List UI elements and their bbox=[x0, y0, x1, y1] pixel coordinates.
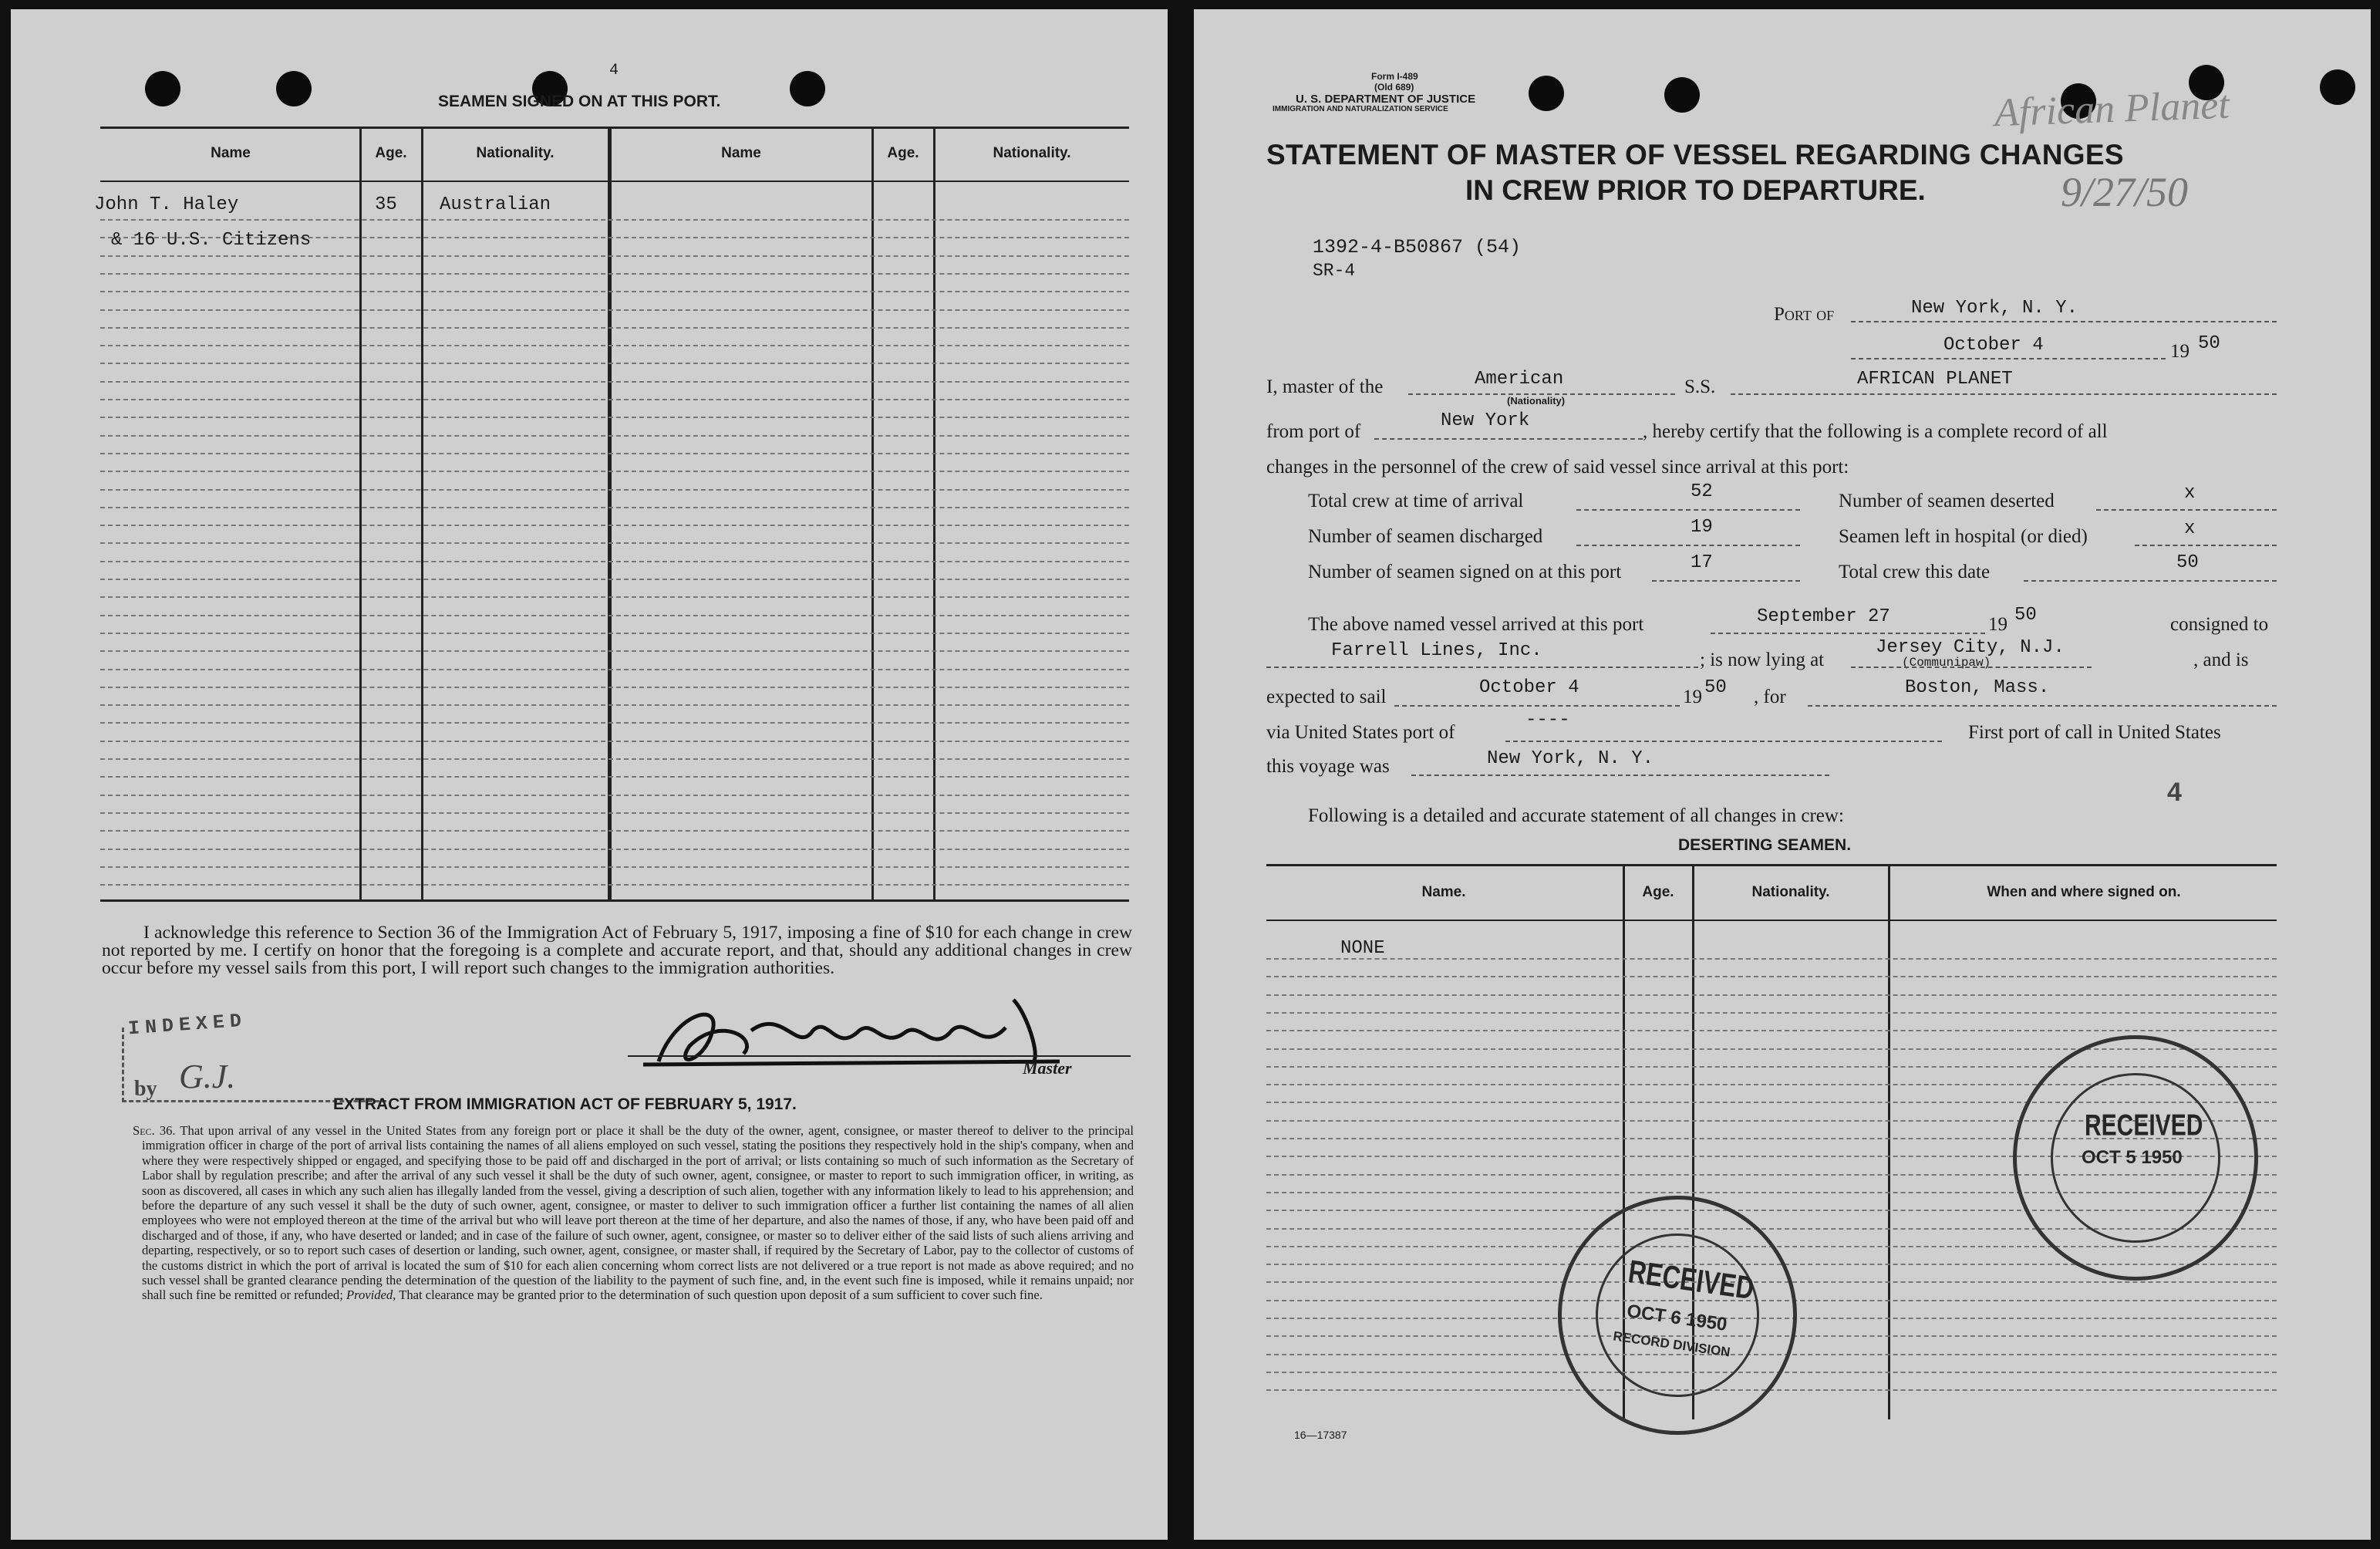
table-bottom-rule bbox=[100, 899, 1129, 902]
col-header-nationality: Nationality. bbox=[1751, 884, 1830, 900]
section-36-text bbox=[133, 1123, 1134, 1303]
footer-code: 16—17387 bbox=[1294, 1429, 1347, 1441]
handwritten-vessel-note: African Planet bbox=[1994, 83, 2230, 136]
table-row-nationality: Australian bbox=[440, 194, 551, 215]
provided-label: Provided, bbox=[346, 1287, 396, 1303]
fill-line bbox=[2096, 509, 2277, 511]
signed-on-value: 17 bbox=[1691, 552, 1713, 573]
col-header-age: Age. bbox=[375, 145, 407, 161]
row-rule bbox=[100, 884, 1129, 886]
fill-line bbox=[1731, 393, 2277, 395]
lying-label: ; is now lying at bbox=[1700, 650, 1825, 670]
nationality-caption: (Nationality) bbox=[1507, 395, 1566, 407]
stamp-word: RECEIVED bbox=[1626, 1253, 1757, 1307]
master-label: Master bbox=[1023, 1058, 1072, 1078]
indexed-box bbox=[122, 1028, 386, 1102]
col-divider bbox=[421, 127, 423, 901]
indexed-stamp: INDEXED bbox=[127, 1009, 248, 1041]
binder-hole bbox=[790, 71, 825, 106]
file-number: 1392-4-B50867 (54) bbox=[1313, 236, 1522, 258]
signed-on-label: Number of seamen signed on at this port bbox=[1308, 562, 1622, 582]
agency-name: U. S. DEPARTMENT OF JUSTICE bbox=[1296, 93, 1476, 106]
certify-text: , hereby certify that the following is a complete record of all bbox=[1643, 421, 2108, 442]
row-rule bbox=[100, 273, 1129, 275]
col-divider bbox=[359, 127, 362, 901]
ss-label: S.S. bbox=[1684, 376, 1716, 397]
row-rule bbox=[100, 650, 1129, 652]
consigned-label: consigned to bbox=[2170, 614, 2269, 635]
received-stamp-oct6 bbox=[1558, 1196, 1797, 1435]
first-port-label: First port of call in United States bbox=[1968, 722, 2221, 743]
arrived-value: September 27 bbox=[1757, 606, 1890, 627]
extract-title: EXTRACT FROM IMMIGRATION ACT OF FEBRUARY 5, 1917. bbox=[333, 1095, 797, 1113]
row-rule bbox=[100, 741, 1129, 742]
binder-hole bbox=[1529, 76, 1564, 111]
binder-hole bbox=[2320, 69, 2355, 105]
deserting-header-rule bbox=[1266, 920, 2277, 921]
row-rule bbox=[100, 345, 1129, 346]
row-rule bbox=[100, 830, 1129, 832]
row-rule bbox=[100, 399, 1129, 400]
sail-year-suffix: 50 bbox=[1704, 677, 1727, 698]
col-header-nationality: Nationality. bbox=[476, 145, 555, 161]
page-number: 4 bbox=[2167, 778, 2182, 807]
changes-text: changes in the personnel of the crew of said vessel since arrival at this port: bbox=[1266, 457, 1849, 478]
row-rule bbox=[100, 849, 1129, 850]
row-rule bbox=[100, 776, 1129, 778]
row-rule bbox=[100, 812, 1129, 814]
expected-label: expected to sail bbox=[1266, 687, 1387, 707]
acknowledgment-text: I acknowledge this reference to Section 36 of the Immigration Act of February 5, 1917, imposing a fine of $10 for each change in crew not reported by me. I certify on honor that the foregoing is a complete and accurate report, and that, should any additional changes in crew occur before my vessel sails from this port, I will report such changes to the immigration authorities. bbox=[102, 923, 1132, 978]
page-marker: 4 bbox=[609, 62, 619, 79]
lying-sub: (Communipaw) bbox=[1902, 656, 1991, 670]
deserted-label: Number of seamen deserted bbox=[1839, 491, 2055, 511]
col-header-age: Age. bbox=[1642, 884, 1674, 900]
voyage-value: New York, N. Y. bbox=[1487, 748, 1654, 769]
date-value: October 4 bbox=[1943, 335, 2044, 356]
binder-hole bbox=[145, 71, 180, 106]
consignee-value: Farrell Lines, Inc. bbox=[1331, 640, 1542, 661]
fill-line bbox=[1374, 438, 1643, 440]
fill-line bbox=[1266, 667, 1698, 668]
row-rule bbox=[100, 417, 1129, 418]
year-prefix: 19 bbox=[2170, 341, 2190, 362]
row-rule bbox=[1266, 994, 2277, 996]
indexed-initials: G.J. bbox=[179, 1058, 236, 1095]
section-body: That upon arrival of any vessel in the United States from any foreign port or place it shall be the duty of the owner, agent, consignee, or master thereof to deliver to the principal immigration officer in charge of the port of arrival lists containing the names of all aliens employed on such vessel, stating the positions they respectively hold in the ship's company, when and where they were respectively shipped or engaged, and specifying those to be paid off and discharged in the port of arrival; or lists containing so much of such information as the Secretary of Labor shall by regulation prescribe; and after the arrival of any such vessel it shall be the duty of such owner, agent, consignee, or master to report to such immigration officer, in writing, as soon as discovered, all cases in which any such alien has illegally landed from the vessel, giving a description of such alien, together with any information likely to lead to his apprehension; and before the departure of any such vessel it shall be the duty of such owner, agent, consignee, or master to deliver to such immigration officer a further list containing the names of all alien employees who were not employed thereon at the time of the arrival but who will leave port thereon at the time of her departure, and also the names of those, if any, who have been paid off and discharged and of those, if any, who have deserted or landed; and in case of the failure of such owner, agent, consignee, or master so to deliver either of the said lists of such aliens arriving and departing, respectively, or so to report such cases of desertion or landing, such owner, agent, consignee, or master shall, if required by the Secretary of Labor, pay to the collector of customs of the customs district in which the port of arrival is located the sum of $10 for each alien concerning whom correct lists are not delivered or a true report is not made as above required; and no such vessel shall be granted clearance pending the determination of the question of the liability to the payment of such fine, and, in the event such fine is imposed, while it remains unpaid; nor shall such fine be remitted or refunded; bbox=[142, 1123, 1134, 1303]
row-rule bbox=[100, 704, 1129, 706]
sail-year-prefix: 19 bbox=[1683, 687, 1702, 707]
col-divider bbox=[933, 127, 935, 901]
row-rule bbox=[1266, 1030, 2277, 1031]
received-stamp-oct5 bbox=[2013, 1035, 2258, 1281]
sail-date-value: October 4 bbox=[1479, 677, 1579, 698]
table-row-name: & 16 U.S. Citizens bbox=[111, 230, 312, 251]
total-crew-date-label: Total crew this date bbox=[1839, 562, 1991, 582]
and-is-label: , and is bbox=[2193, 650, 2249, 670]
vessel-name: AFRICAN PLANET bbox=[1857, 369, 2013, 390]
table-row-name: NONE bbox=[1340, 938, 1385, 959]
col-header-name-2: Name bbox=[721, 145, 761, 161]
fill-line bbox=[1576, 509, 1800, 511]
year-suffix: 50 bbox=[2198, 333, 2220, 354]
row-rule bbox=[100, 507, 1129, 508]
row-rule bbox=[100, 579, 1129, 580]
file-sub: SR-4 bbox=[1313, 261, 1356, 281]
table-row-age: 35 bbox=[375, 194, 397, 215]
arrived-year-suffix: 50 bbox=[2014, 605, 2037, 626]
table-top-rule bbox=[100, 127, 1129, 129]
deserting-heading: DESERTING SEAMEN. bbox=[1678, 836, 1852, 854]
row-rule bbox=[100, 795, 1129, 796]
fill-line bbox=[1411, 774, 1829, 776]
row-rule bbox=[100, 363, 1129, 364]
row-rule bbox=[100, 542, 1129, 544]
form-title-line1: STATEMENT OF MASTER OF VESSEL REGARDING CHANGES bbox=[1266, 139, 2124, 170]
via-value: ---- bbox=[1525, 710, 1570, 731]
deserted-value: x bbox=[2184, 483, 2196, 504]
row-rule bbox=[1266, 976, 2277, 977]
fill-line bbox=[1505, 741, 1942, 742]
section-tail: That clearance may be granted prior to the determination of such question upon deposit of a sum sufficient to cover such fine. bbox=[399, 1287, 1043, 1303]
for-label: , for bbox=[1754, 687, 1786, 707]
arrived-year-prefix: 19 bbox=[1988, 614, 2007, 635]
col-header-name: Name bbox=[211, 145, 251, 161]
row-rule bbox=[100, 758, 1129, 760]
hospital-label: Seamen left in hospital (or died) bbox=[1839, 526, 2088, 547]
via-label: via United States port of bbox=[1266, 722, 1455, 743]
row-rule bbox=[100, 722, 1129, 724]
row-rule bbox=[100, 453, 1129, 454]
table-header-rule bbox=[100, 181, 1129, 182]
fill-line bbox=[1851, 358, 2166, 359]
arrived-label: The above named vessel arrived at this port bbox=[1308, 614, 1644, 635]
total-crew-arrival-value: 52 bbox=[1691, 481, 1713, 502]
discharged-value: 19 bbox=[1691, 517, 1713, 538]
indexed-by-label: by bbox=[134, 1077, 157, 1101]
deserting-top-rule bbox=[1266, 864, 2277, 866]
stamp-date: OCT 5 1950 bbox=[2082, 1147, 2183, 1168]
fill-line bbox=[1394, 705, 1680, 707]
fill-line bbox=[1576, 545, 1800, 546]
nationality-value: American bbox=[1475, 369, 1564, 390]
table-row-name: John T. Haley bbox=[94, 194, 239, 215]
section-label: Sec. 36. bbox=[133, 1123, 176, 1138]
row-rule bbox=[100, 471, 1129, 472]
service-name: IMMIGRATION AND NATURALIZATION SERVICE bbox=[1273, 105, 1448, 113]
row-rule bbox=[100, 525, 1129, 526]
stamp-date: OCT 6 1950 bbox=[1625, 1301, 1729, 1335]
row-rule bbox=[100, 255, 1129, 257]
row-rule bbox=[1266, 958, 2277, 960]
fill-line bbox=[1851, 667, 2092, 668]
row-rule bbox=[100, 687, 1129, 688]
col-header-name: Name. bbox=[1421, 884, 1466, 900]
row-rule bbox=[1266, 1012, 2277, 1014]
binder-hole bbox=[276, 71, 312, 106]
total-crew-date-value: 50 bbox=[2176, 552, 2199, 573]
stamp-word: RECEIVED bbox=[2085, 1109, 2203, 1142]
master-of-label: I, master of the bbox=[1266, 376, 1384, 397]
discharged-label: Number of seamen discharged bbox=[1308, 526, 1543, 547]
row-rule bbox=[100, 219, 1129, 221]
row-rule bbox=[100, 561, 1129, 562]
row-rule bbox=[100, 596, 1129, 598]
from-port-value: New York bbox=[1441, 410, 1530, 431]
hospital-value: x bbox=[2184, 518, 2196, 539]
stamp-division: RECORD DIVISION bbox=[1612, 1328, 1731, 1360]
fill-line bbox=[2135, 545, 2277, 546]
port-of-value: New York, N. Y. bbox=[1911, 298, 2078, 319]
col-divider bbox=[871, 127, 874, 901]
from-port-label: from port of bbox=[1266, 421, 1361, 442]
row-rule bbox=[100, 489, 1129, 491]
col-header-signed-on: When and where signed on. bbox=[1987, 884, 2181, 900]
binder-hole bbox=[1664, 77, 1700, 113]
row-rule bbox=[100, 381, 1129, 383]
col-header-age-2: Age. bbox=[887, 145, 919, 161]
row-rule bbox=[100, 633, 1129, 634]
row-rule bbox=[100, 615, 1129, 616]
col-divider bbox=[608, 127, 612, 901]
row-rule bbox=[100, 327, 1129, 329]
following-text: Following is a detailed and accurate statement of all changes in crew: bbox=[1308, 805, 1844, 826]
fill-line bbox=[2024, 580, 2277, 582]
row-rule bbox=[100, 309, 1129, 311]
row-rule bbox=[100, 291, 1129, 292]
port-of-label: Port of bbox=[1774, 304, 1835, 325]
destination-value: Boston, Mass. bbox=[1905, 677, 2050, 698]
lying-value: Jersey City, N.J. bbox=[1876, 637, 2065, 658]
master-signature-line bbox=[628, 1055, 1131, 1057]
seamen-signed-heading: SEAMEN SIGNED ON AT THIS PORT. bbox=[438, 93, 721, 110]
fill-line bbox=[1808, 705, 2277, 707]
form-old-number: (Old 689) bbox=[1374, 82, 1414, 93]
fill-line bbox=[1711, 633, 1985, 634]
total-crew-arrival-label: Total crew at time of arrival bbox=[1308, 491, 1524, 511]
form-number: Form I-489 bbox=[1371, 71, 1418, 82]
row-rule bbox=[1266, 1389, 2277, 1391]
col-header-nationality-2: Nationality. bbox=[993, 145, 1071, 161]
row-rule bbox=[100, 866, 1129, 868]
voyage-label: this voyage was bbox=[1266, 756, 1390, 777]
left-page bbox=[11, 9, 1168, 1540]
row-rule bbox=[100, 435, 1129, 437]
fill-line bbox=[1652, 580, 1800, 582]
handwritten-date-note: 9/27/50 bbox=[2061, 169, 2189, 215]
row-rule bbox=[100, 669, 1129, 670]
form-title-line2: IN CREW PRIOR TO DEPARTURE. bbox=[1465, 174, 1926, 206]
fill-line bbox=[1851, 321, 2277, 322]
